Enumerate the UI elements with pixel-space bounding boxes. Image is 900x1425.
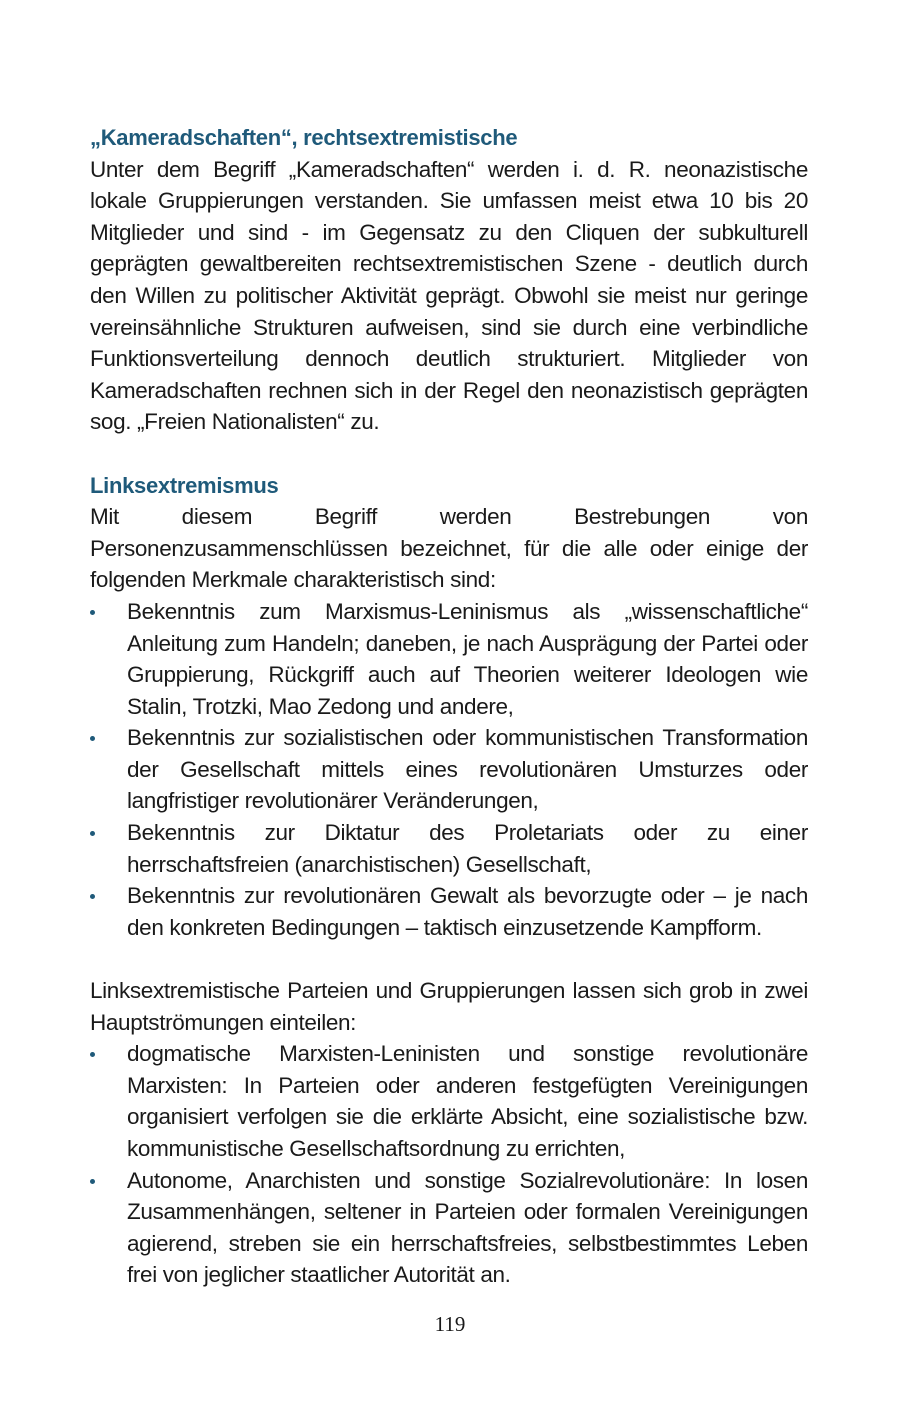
paragraph-kameradschaften: Unter dem Begriff „Kameradschaften“ werden i. d. R. neonazistische lokale Gruppierungen verstanden. Sie umfassen meist etwa 10 bis 20 Mitglieder und sind - im Gegensatz zu den Cliquen der subkulturell geprägten gewaltbereiten rechtsextremistischen Szene - deutlich durch den Willen zu politischer Aktivität geprägt. Obwohl sie meist nur geringe vereinsähnliche Strukturen aufweisen, sind sie durch eine verbindliche Funktionsverteilung dennoch deutlich strukturiert. Mitglieder von Kameradschaften rechnen sich in der Regel den neonazistisch geprägten sog. „Freien Nationalisten“ zu. (90, 156, 808, 435)
list-item: Bekenntnis zum Marxismus-Leninismus als „wissenschaftliche“ Anleitung zum Handeln; daneben, je nach Ausprägung der Partei oder Gruppierung, Rückgriff auch auf Theorien weiterer Ideologen wie Stalin, Trotzki, Mao Zedong und andere, (90, 596, 808, 722)
heading-kameradschaften: „Kameradschaften“, rechtsextremistische (90, 125, 518, 150)
paragraph-hauptstroemungen: Linksextremistische Parteien und Gruppierungen lassen sich grob in zwei Hauptströmungen einteilen: (90, 978, 808, 1035)
list-item: Bekenntnis zur Diktatur des Proletariats oder zu einer herrschaftsfreien (anarchistischen) Gesellschaft, (90, 817, 808, 880)
list-item: Autonome, Anarchisten und sonstige Sozialrevolutionäre: In losen Zusammenhängen, seltener in Parteien oder formalen Vereinigungen agierend, streben sie ein herrschaftsfreies, selbstbestimmtes Leben frei von jeglicher staatlicher Autorität an. (90, 1165, 808, 1291)
bullet-icon (90, 1052, 95, 1057)
list-item: Bekenntnis zur sozialistischen oder kommunistischen Transformation der Gesellschaft mittels eines revolutionären Umsturzes oder langfristiger revolutionärer Veränderungen, (90, 722, 808, 817)
bullet-icon (90, 831, 95, 836)
feature-list (90, 596, 808, 944)
stroemungen-list (90, 1038, 808, 1291)
bullet-icon (90, 894, 95, 899)
list-item: Bekenntnis zur revolutionären Gewalt als bevorzugte oder – je nach den konkreten Bedingungen – taktisch einzusetzende Kampfform. (90, 880, 808, 943)
page-number: 119 (434, 1312, 466, 1336)
paragraph-intro: Mit diesem Begriff werden Bestrebungen von Personenzusammenschlüssen bezeichnet, für die alle oder einige der folgenden Merkmale charakteristisch sind: (90, 504, 808, 593)
bullet-icon (90, 1179, 95, 1184)
page-content (90, 122, 808, 1291)
bullet-icon (90, 610, 95, 615)
spacer (90, 438, 808, 470)
spacer (90, 943, 808, 975)
bullet-icon (90, 736, 95, 741)
list-item: dogmatische Marxisten-Leninisten und sonstige revolutionäre Marxisten: In Parteien oder anderen festgefügten Vereinigungen organisiert verfolgen sie die erklärte Absicht, eine sozialistische bzw. kommunistische Gesellschaftsordnung zu errichten, (90, 1038, 808, 1164)
heading-linksextremismus: Linksextremismus (90, 472, 279, 498)
